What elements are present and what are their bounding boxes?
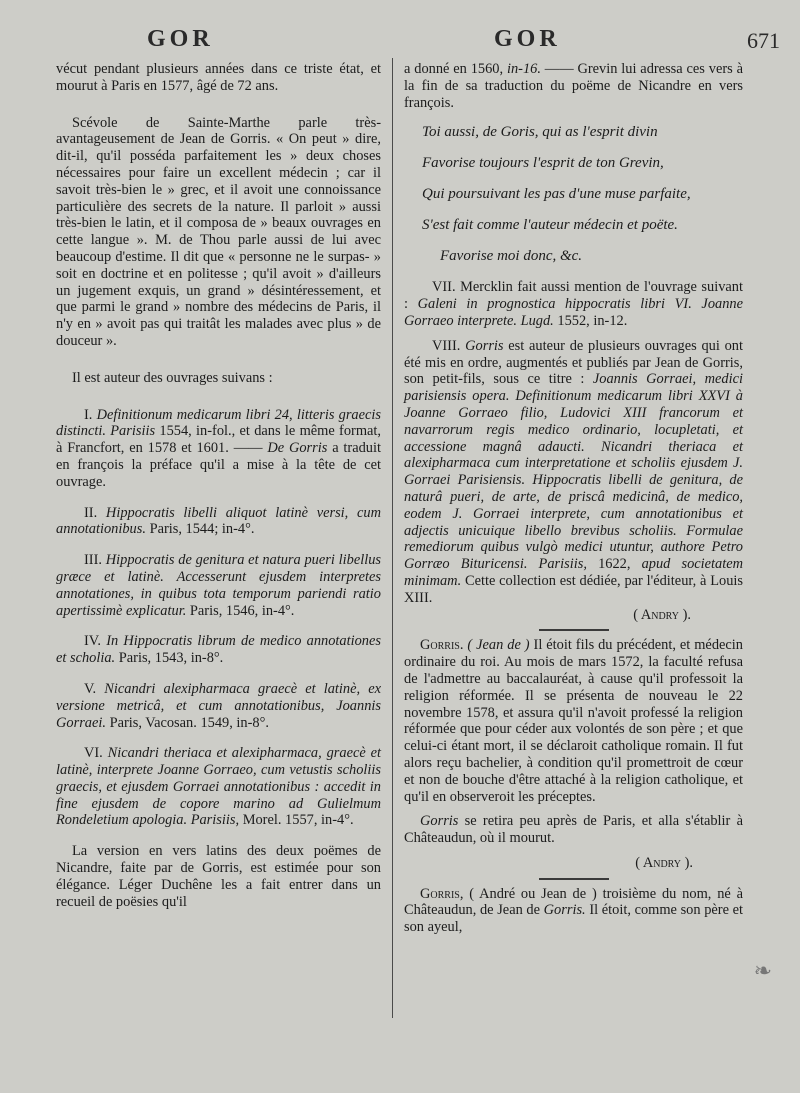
work-item-5: [56, 681, 381, 731]
item-title: Hippocratis de genitura et natura pueri libellus græce et latinè. Accesserunt ejusdem interpretes annotationes, in quibus tota temporum pariendi ratio apertissimè explicatur.: [56, 552, 381, 619]
work-item-1: [56, 407, 381, 491]
item-details: Paris, 1546, in-4°.: [189, 602, 295, 619]
column-divider: [392, 58, 393, 1018]
page-number: 671: [747, 28, 780, 53]
entry-author: Gorris.: [543, 902, 586, 919]
item-text: est auteur de plusieurs ouvrages qui ont été mis en ordre, augmentés et publiés par Jean de Gorris, son petit-fils, sous ce titre :: [404, 337, 743, 388]
item-details: 1554, in-fol., et dans le même format, à Francfort, en 1578 et 1601.: [56, 423, 381, 457]
text-run-italic: in-16.: [506, 61, 541, 77]
item-details: Morel. 1557, in-4°.: [242, 812, 354, 829]
paragraph-continuation: [404, 61, 743, 111]
verse-line: Toi aussi, de Goris, qui as l'esprit divin: [422, 124, 658, 141]
item-title: Hippocratis libelli aliquot latinè versi, cum annotationibus.: [56, 504, 381, 538]
work-item-3: [56, 552, 381, 619]
left-column: [56, 61, 381, 910]
verse-line: Favorise moi donc, &c.: [440, 248, 583, 265]
item-number: VII.: [432, 279, 456, 296]
section-separator: [539, 878, 609, 880]
header-left-title: GOR: [147, 26, 214, 52]
text-run: a donné en 1560,: [404, 61, 504, 77]
text-dash: ——: [544, 61, 574, 77]
right-column: [404, 61, 743, 936]
item-title: Joannis Gorraei, medici parisiensis opera. Definitionum medicarum libri XXVI à Joanne Gorraeo filio, Ludovici XIII francorum et navarrorum regis medico ordinario, locupletati, et accessione magnâ adaucti. Nicandri theriaca et alexipharmaca cum interpretatione et scholiis ejusdem J. Gorraei Parisiensis. Hippocratis libelli de genitura, de naturâ pueri, de arte, de priscâ medicinâ, de medico, eodem J. Gorraei interprete, cum annotationibus et adjectis unicuique libello brevibus scholiis. Formulae remediorum quibus vulgò medici utuntur, authore Petro Gorræo Bituricensi. Parisiis,: [404, 371, 743, 573]
entry-qualifier: ( Jean de ): [467, 637, 530, 654]
header-right-title: GOR: [494, 26, 561, 52]
entry-gorris-jean: [404, 637, 743, 805]
item-title: Definitionum medicarum libri 24, litteris graecis distincti. Parisiis: [56, 406, 381, 440]
item-title: Galeni in prognostica hippocratis libri VI. Joanne Gorraeo interprete. Lugd.: [404, 296, 743, 329]
entry-text: Il étoit, comme son père et son ayeul,: [404, 902, 743, 936]
item-number: I.: [84, 406, 93, 423]
work-item-8: [404, 338, 743, 607]
item-text: Mercklin fait aussi mention de l'ouvrage suivant :: [404, 279, 743, 313]
entry-text: Il étoit fils du précédent, et médecin ordinaire du roi. Au mois de mars 1572, la faculté refusa de l'admettre au baccalauréat, à cause qu'il professoit la religion réformée. Il se présenta de nouveau le 22 novembre 1578, et assura qu'il n'avoit professé la religion réformée que pour céder aux volontés de son père ; et que celui-ci étant mort, il se déclaroit catholique romain. Il fut alors reçu bachelier, à condition qu'il promettroit de cœur et non de bouche d'être attaché à la religion catholique, et qu'il en observeroit les préceptes.: [404, 637, 743, 805]
item-year: 1622,: [598, 556, 631, 573]
entry-headword: Gorris,: [420, 885, 464, 902]
running-header: [0, 26, 800, 56]
item-number: IV.: [84, 633, 101, 650]
signature-andry: ( Andry ).: [633, 606, 691, 623]
item-number: III.: [84, 552, 102, 569]
item-details: Paris, 1544; in-4°.: [149, 521, 255, 538]
verse-line: S'est fait comme l'auteur médecin et poëte.: [422, 217, 678, 234]
section-separator: [539, 629, 609, 631]
work-item-6: [56, 745, 381, 829]
margin-ornament-icon: ❧: [753, 958, 772, 983]
entry-gorris-andre: [404, 886, 743, 936]
item-title: In Hippocratis librum de medico annotationes et scholia.: [56, 633, 381, 667]
text-run: Grevin lui adressa ces vers à la fin de sa traduction du poëme de Nicandre en vers françois.: [404, 61, 743, 111]
item-author: De Gorris: [267, 440, 328, 457]
item-author: Gorris: [465, 337, 504, 354]
paragraph-latin-version: La version en vers latins des deux poëmes de Nicandre, faite par de Gorris, est estimée pour son élégance. Léger Duchêne les a fait entrer dans un recueil de poësies qu'il: [56, 843, 381, 910]
item-details: Paris, 1543, in-8°.: [118, 650, 224, 667]
verse-line: Favorise toujours l'esprit de ton Grevin,: [422, 155, 664, 172]
work-item-4: [56, 633, 381, 667]
item-number: II.: [84, 504, 98, 521]
paragraph-works-intro: Il est auteur des ouvrages suivans :: [72, 369, 273, 386]
item-note: a traduit en françois la préface qu'il a mise à la tête de cet ouvrage.: [56, 440, 381, 490]
item-number: V.: [84, 680, 97, 697]
signature-andry: ( Andry ).: [635, 854, 693, 871]
paragraph-chateaudun: [404, 813, 743, 847]
verse-block: [404, 123, 743, 265]
item-dash: ——: [233, 440, 263, 457]
item-number: VIII.: [432, 337, 461, 354]
entry-author: Gorris: [420, 813, 459, 830]
item-details: Paris, Vacosan. 1549, in-8°.: [109, 714, 269, 731]
entry-text: ( André ou Jean de ) troisième du nom, né à Châteaudun, de Jean de: [404, 885, 743, 919]
entry-headword: Gorris.: [420, 637, 464, 654]
item-title: Nicandri theriaca et alexipharmaca, graecè et latinè, interprete Joanne Gorraeo, cum vetustis scholiis graecis, et ejusdem Gorraei annotationibus : accedit in fine ejusdem de copore marino ad Gulielmum Rondeletium apologia. Parisiis,: [56, 745, 381, 829]
item-details: 1552, in-12.: [557, 312, 628, 329]
item-title: Nicandri alexipharmaca graecè et latinè, ex versione metricâ, et cum annotationibus, Joannis Gorraei.: [56, 680, 381, 731]
item-number: VI.: [84, 745, 103, 762]
paragraph-sainte-marthe: Scévole de Sainte-Marthe parle très-avantageusement de Jean de Gorris. « On peut » dire, dit-il, qu'il posséda parfaitement les » deux choses nécessaires pour faire un excellent médecin ; car il savoit très-bien le » grec, et il avoit une connoissance particulière des secrets de la nature. Il parloit » aussi très-bien le latin, et il composa de » beaux ouvrages en cette langue ». M. de Thou parle aussi de lui avec beaucoup d'estime. Il dit que « personne ne le surpas- » soit en doctrine et en politesse ; qu'il avoit » d'ailleurs un jugement exquis, un grand » désintéressement, et que parmi le grand » nombre des médecins de Paris, il n'y en » avoit pas qui traitât les malades avec plus » de douceur ».: [56, 114, 381, 349]
paragraph-continuation: vécut pendant plusieurs années dans ce triste état, et mourut à Paris en 1577, âgé de 72 ans.: [56, 61, 381, 94]
entry-text: se retira peu après de Paris, et alla s'établir à Châteaudun, où il mourut.: [404, 813, 743, 847]
work-item-2: [56, 505, 381, 539]
item-dedication: Cette collection est dédiée, par l'éditeur, à Louis XIII.: [404, 572, 743, 606]
work-item-7: [404, 279, 743, 329]
verse-line: Qui poursuivant les pas d'une muse parfaite,: [422, 186, 691, 203]
item-publisher: apud societatem minimam.: [404, 556, 744, 589]
